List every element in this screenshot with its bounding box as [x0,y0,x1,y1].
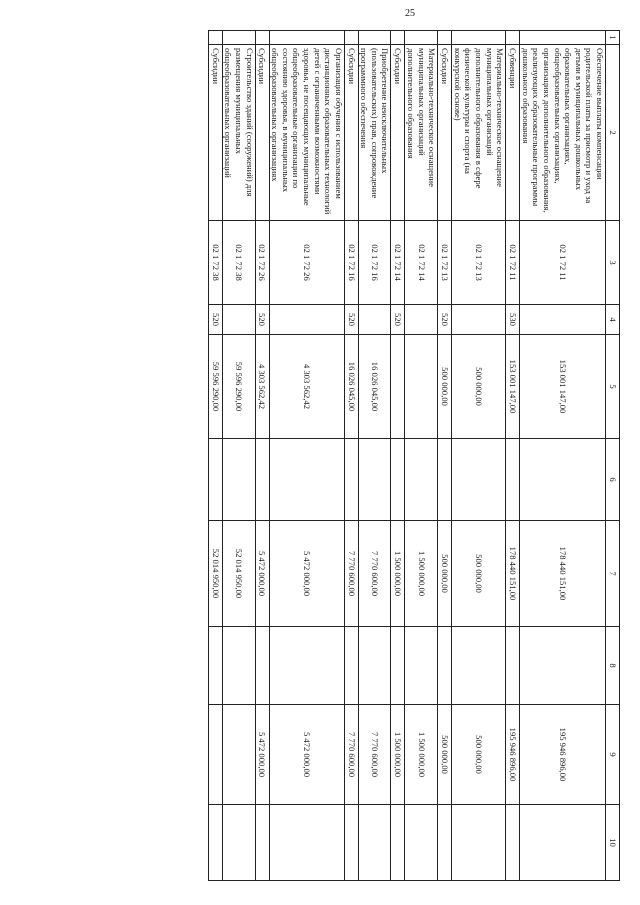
amount-2023-cell: 16 026 045,00 [358,335,391,439]
amount-2025-cell: 1 500 000,00 [391,705,405,805]
column-8-cell [520,627,606,705]
amount-2023-cell: 153 001 147,00 [506,335,520,439]
column-10-cell [520,805,606,881]
table-row [391,31,405,881]
amount-2023-cell: 500 000,00 [438,335,452,439]
amount-2024-cell: 7 770 600,00 [358,521,391,627]
target-code-cell: 02 1 72 38 [208,221,222,305]
amount-2025-cell: 7 770 600,00 [344,705,358,805]
column-10-cell [344,805,358,881]
column-10-cell [269,805,344,881]
column-8-cell [438,627,452,705]
column-number: 7 [606,521,620,627]
table-row [222,31,255,881]
column-10-cell [391,805,405,881]
row-name-cell: Субвенции [506,45,520,221]
table-row [452,31,506,881]
amount-2024-cell: 52 014 950,00 [208,521,222,627]
amount-2024-cell: 5 472 000,00 [255,521,269,627]
table-row [358,31,391,881]
table-body [208,31,619,881]
amount-2023-cell: 4 303 562,42 [255,335,269,439]
expense-type-cell [520,305,606,335]
row-lead-cell [452,31,506,45]
amount-2024-cell: 1 500 000,00 [391,521,405,627]
amount-2025-cell: 195 946 896,00 [506,705,520,805]
amount-2024-cell: 178 440 151,00 [520,521,606,627]
amount-2024-cell: 52 014 950,00 [222,521,255,627]
expense-type-cell [405,305,438,335]
target-code-cell: 02 1 72 14 [391,221,405,305]
column-10-cell [208,805,222,881]
column-10-cell [255,805,269,881]
table-row [255,31,269,881]
column-6-cell [520,439,606,521]
row-lead-cell [358,31,391,45]
amount-2025-cell: 1 500 000,00 [405,705,438,805]
column-number: 10 [606,805,620,881]
column-number: 8 [606,627,620,705]
column-number: 2 [606,45,620,221]
expense-type-cell: 520 [391,305,405,335]
amount-2023-cell: 59 596 290,00 [208,335,222,439]
column-6-cell [391,439,405,521]
column-number-row [606,31,620,881]
column-6-cell [208,439,222,521]
column-6-cell [358,439,391,521]
rotated-table-container [50,30,620,880]
amount-2023-cell: 16 026 045,00 [344,335,358,439]
row-name-cell: Субсидии [391,45,405,221]
column-10-cell [358,805,391,881]
column-10-cell [438,805,452,881]
column-10-cell [405,805,438,881]
expense-type-cell [222,305,255,335]
row-name-cell: Субсидии [255,45,269,221]
row-lead-cell [391,31,405,45]
target-code-cell: 02 1 72 11 [520,221,606,305]
row-name-cell: Приобретение неисключительных (пользовательских) прав, сопровождение программного обеспечения [358,45,391,221]
column-6-cell [452,439,506,521]
column-6-cell [506,439,520,521]
row-name-cell: Субсидии [208,45,222,221]
table-row [269,31,344,881]
amount-2025-cell: 500 000,00 [452,705,506,805]
row-lead-cell [255,31,269,45]
amount-2024-cell: 500 000,00 [452,521,506,627]
column-10-cell [222,805,255,881]
target-code-cell: 02 1 72 14 [405,221,438,305]
column-6-cell [255,439,269,521]
target-code-cell: 02 1 72 38 [222,221,255,305]
table-row [344,31,358,881]
table-row [208,31,222,881]
column-8-cell [269,627,344,705]
row-name-cell: Строительство зданий (сооружений) для размещения муниципальных общеобразовательных организаций [222,45,255,221]
column-number: 9 [606,705,620,805]
column-number: 3 [606,221,620,305]
amount-2025-cell: 5 472 000,00 [255,705,269,805]
row-lead-cell [344,31,358,45]
target-code-cell: 02 1 72 11 [506,221,520,305]
table-row [506,31,520,881]
target-code-cell: 02 1 72 16 [358,221,391,305]
row-name-cell: Субсидии [344,45,358,221]
target-code-cell: 02 1 72 13 [438,221,452,305]
amount-2023-cell: 500 000,00 [452,335,506,439]
column-8-cell [452,627,506,705]
row-lead-cell [222,31,255,45]
column-6-cell [344,439,358,521]
amount-2023-cell [405,335,438,439]
column-6-cell [405,439,438,521]
column-8-cell [222,627,255,705]
row-lead-cell [405,31,438,45]
row-name-cell: Обеспечение выплаты компенсации родительской платы за присмотр и уход за детьми в муниципальных дошкольных образовательных организациях, общеобразовательных организациях, организациях дополнительного образования, реализующих образовательные программы дошкольного образования [520,45,606,221]
expense-type-cell [358,305,391,335]
amount-2024-cell: 7 770 600,00 [344,521,358,627]
row-name-cell: Организация обучения с использованием дистанционных образовательных технологий детей с ограниченными возможностями здоровья, не посещающих муниципальные общеобразовательные организации по состоянию здоровья, в муниципальных общеобразовательных организациях [269,45,344,221]
table-row [520,31,606,881]
column-6-cell [222,439,255,521]
expense-type-cell: 520 [438,305,452,335]
target-code-cell: 02 1 72 26 [255,221,269,305]
expense-type-cell: 520 [208,305,222,335]
column-number: 5 [606,335,620,439]
row-lead-cell [520,31,606,45]
amount-2025-cell [208,705,222,805]
row-name-cell: Материально-техническое оснащение муниципальных организаций дополнительного образования в сфере физической культуры и спорта (на конкурсной основе) [452,45,506,221]
column-8-cell [391,627,405,705]
amount-2024-cell: 178 440 151,00 [506,521,520,627]
column-number: 1 [606,31,620,45]
row-lead-cell [506,31,520,45]
amount-2025-cell: 500 000,00 [438,705,452,805]
amount-2024-cell: 500 000,00 [438,521,452,627]
expense-type-cell: 520 [344,305,358,335]
column-8-cell [255,627,269,705]
expense-type-cell: 530 [506,305,520,335]
amount-2024-cell: 1 500 000,00 [405,521,438,627]
column-6-cell [269,439,344,521]
target-code-cell: 02 1 72 26 [269,221,344,305]
amount-2023-cell [391,335,405,439]
page-number: 25 [405,8,415,19]
column-8-cell [358,627,391,705]
column-8-cell [405,627,438,705]
expense-type-cell [452,305,506,335]
row-name-cell: Материально-техническое оснащение муниципальных организаций дополнительного образования [405,45,438,221]
column-number: 6 [606,439,620,521]
row-lead-cell [208,31,222,45]
amount-2023-cell: 4 303 562,42 [269,335,344,439]
budget-table [208,30,620,881]
column-number: 4 [606,305,620,335]
row-lead-cell [438,31,452,45]
column-6-cell [438,439,452,521]
amount-2023-cell: 59 596 290,00 [222,335,255,439]
amount-2025-cell: 7 770 600,00 [358,705,391,805]
expense-type-cell [269,305,344,335]
column-10-cell [452,805,506,881]
column-8-cell [506,627,520,705]
table-row [438,31,452,881]
column-8-cell [208,627,222,705]
target-code-cell: 02 1 72 13 [452,221,506,305]
row-name-cell: Субсидии [438,45,452,221]
row-lead-cell [269,31,344,45]
amount-2024-cell: 5 472 000,00 [269,521,344,627]
target-code-cell: 02 1 72 16 [344,221,358,305]
expense-type-cell: 520 [255,305,269,335]
column-8-cell [344,627,358,705]
amount-2025-cell: 195 946 896,00 [520,705,606,805]
amount-2025-cell [222,705,255,805]
table-row [405,31,438,881]
amount-2023-cell: 153 001 147,00 [520,335,606,439]
column-10-cell [506,805,520,881]
amount-2025-cell: 5 472 000,00 [269,705,344,805]
